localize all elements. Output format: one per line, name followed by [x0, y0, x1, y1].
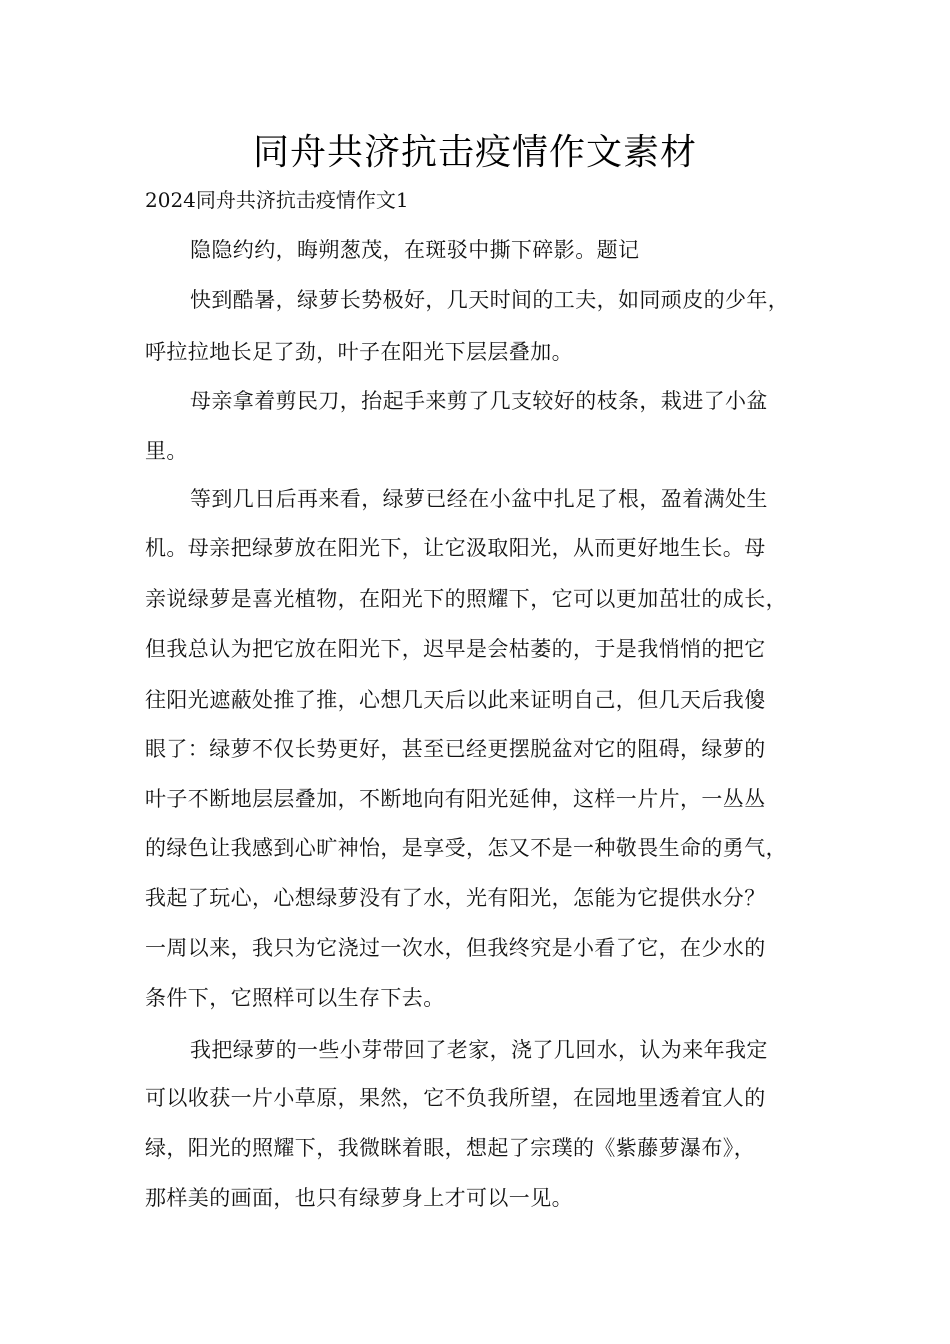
- paragraph-line: 机。母亲把绿萝放在阳光下，让它汲取阳光，从而更好地生长。母: [145, 536, 766, 560]
- paragraph-line: 隐隐约约，晦朔葱茂，在斑驳中撕下碎影。题记: [190, 238, 640, 262]
- paragraph-line: 绿，阳光的照耀下，我微眯着眼，想起了宗璞的《紫藤萝瀑布》，: [145, 1136, 756, 1160]
- paragraph-line: 但我总认为把它放在阳光下，迟早是会枯萎的，于是我悄悄的把它: [145, 637, 766, 661]
- paragraph-line: 我起了玩心，心想绿萝没有了水，光有阳光，怎能为它提供水分？: [145, 886, 766, 910]
- paragraph-line: 叶子不断地层层叠加，不断地向有阳光延伸，这样一片片，一丛丛: [145, 787, 766, 811]
- paragraph-line: 可以收获一片小草原，果然，它不负我所望，在园地里透着宜人的: [145, 1086, 766, 1110]
- paragraph-line: 一周以来，我只为它浇过一次水，但我终究是小看了它，在少水的: [145, 936, 766, 960]
- paragraph-line: 里。: [145, 439, 188, 463]
- paragraph-line: 那样美的画面，也只有绿萝身上才可以一见。: [145, 1186, 573, 1210]
- paragraph-line: 条件下，它照样可以生存下去。: [145, 986, 445, 1010]
- paragraph-line: 眼了：绿萝不仅长势更好，甚至已经更摆脱盆对它的阻碍，绿萝的: [145, 737, 766, 761]
- paragraph-line: 呼拉拉地长足了劲，叶子在阳光下层层叠加。: [145, 340, 573, 364]
- paragraph-line: 的绿色让我感到心旷神怡，是享受，怎又不是一种敬畏生命的勇气，: [145, 836, 787, 860]
- paragraph-line: 快到酷暑，绿萝长势极好，几天时间的工夫，如同顽皮的少年，: [190, 288, 790, 312]
- paragraph-line: 我把绿萝的一些小芽带回了老家，浇了几回水，认为来年我定: [190, 1038, 768, 1062]
- paragraph-line: 母亲拿着剪民刀，抬起手来剪了几支较好的枝条，栽进了小盆: [190, 389, 768, 413]
- document-title: 同舟共济抗击疫情作文素材: [252, 132, 697, 173]
- paragraph-line: 往阳光遮蔽处推了推，心想几天后以此来证明自己，但几天后我傻: [145, 688, 766, 712]
- paragraph-line: 等到几日后再来看，绿萝已经在小盆中扎足了根，盈着满处生: [190, 487, 768, 511]
- paragraph-line: 亲说绿萝是喜光植物，在阳光下的照耀下，它可以更加茁壮的成长，: [145, 587, 787, 611]
- document-subtitle: 2024同舟共济抗击疫情作文1: [145, 188, 409, 212]
